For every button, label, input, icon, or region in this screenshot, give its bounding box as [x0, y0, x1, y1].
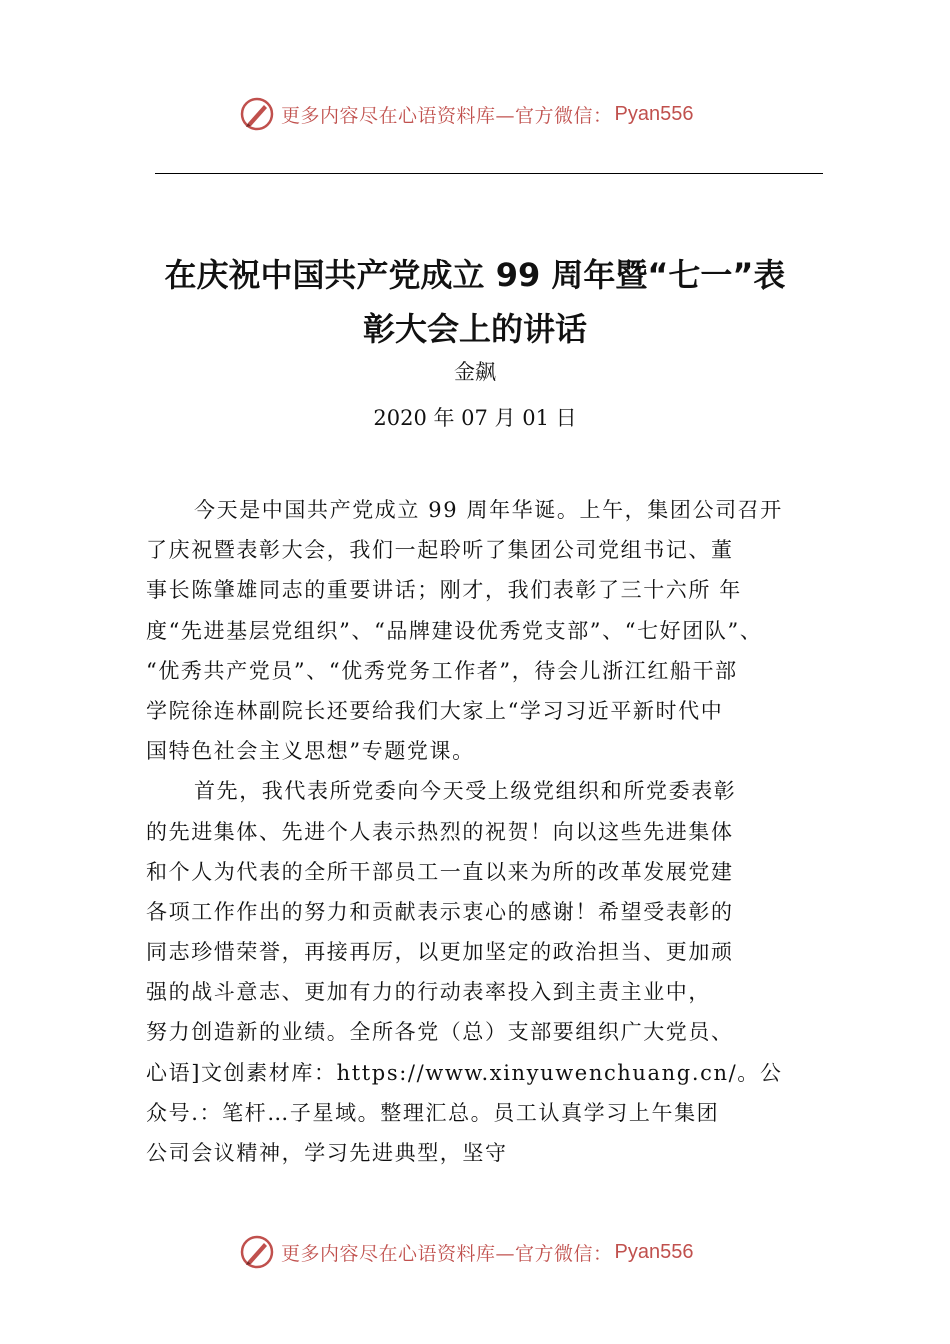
- date: 2020 年 07 月 01 日: [373, 406, 577, 430]
- text-line: 强的战斗意志、更加有力的行动表率投入到主责主业中，: [146, 980, 711, 1005]
- text-line: 公司会议精神，学习先进典型，坚守: [146, 1141, 508, 1165]
- header-rule: [155, 173, 823, 174]
- title-line-1: 在庆祝中国共产党成立 99 周年暨“七一”表: [164, 256, 786, 294]
- text-line: 各项工作作出的努力和贡献表示衷心的感谢！希望受表彰的: [146, 899, 734, 924]
- document-title: [120, 248, 830, 356]
- author: 金飙: [454, 360, 496, 384]
- text-line: 众号.：笔杆…子星域。整理汇总。员工认真学习上午集团: [146, 1100, 720, 1125]
- document-body: [146, 490, 836, 1173]
- text-line: 国特色社会主义思想”专题党课。: [146, 739, 475, 764]
- text-line: 首先，我代表所党委向今天受上级党组织和所党委表彰: [194, 779, 737, 804]
- text-line: 学院徐连林副院长还要给我们大家上“学习习近平新时代中: [146, 698, 724, 723]
- text-line: 的先进集体、先进个人表示热烈的祝贺！向以这些先进集体: [146, 819, 734, 844]
- pen-logo-icon: [239, 1234, 275, 1270]
- header-watermark: [0, 94, 950, 134]
- footer-watermark: [0, 1232, 950, 1272]
- text-line: 事长陈肇雄同志的重要讲话；刚才，我们表彰了三十六所 年: [146, 578, 742, 603]
- paragraph-1: [146, 490, 836, 771]
- title-line-2: 彰大会上的讲话: [362, 310, 587, 348]
- watermark-text: 更多内容尽在心语资料库—官方微信：: [281, 104, 613, 127]
- text-line: 努力创造新的业绩。全所各党（总）支部要组织广大党员、: [146, 1020, 734, 1045]
- watermark-wechat-id: Pyan556: [614, 1240, 694, 1263]
- text-line: 同志珍惜荣誉，再接再厉，以更加坚定的政治担当、更加顽: [146, 940, 734, 965]
- text-line: 度“先进基层党组织”、“品牌建设优秀党支部”、“七好团队”、: [146, 618, 763, 643]
- text-line: 心语]文创素材库：https://www.xinyuwenchuang.cn/。公: [146, 1060, 783, 1085]
- text-line: “优秀共产党员”、“优秀党务工作者”，待会儿浙江红船干部: [146, 658, 738, 683]
- watermark-wechat-id: Pyan556: [614, 102, 694, 125]
- text-line: 今天是中国共产党成立 99 周年华诞。上午，集团公司召开: [194, 498, 783, 522]
- paragraph-2: [146, 771, 836, 1173]
- watermark-text: 更多内容尽在心语资料库—官方微信：: [281, 1242, 613, 1265]
- text-line: 了庆祝暨表彰大会，我们一起聆听了集团公司党组书记、董: [146, 538, 734, 563]
- text-line: 和个人为代表的全所干部员工一直以来为所的改革发展党建: [146, 859, 734, 884]
- pen-logo-icon: [239, 96, 275, 132]
